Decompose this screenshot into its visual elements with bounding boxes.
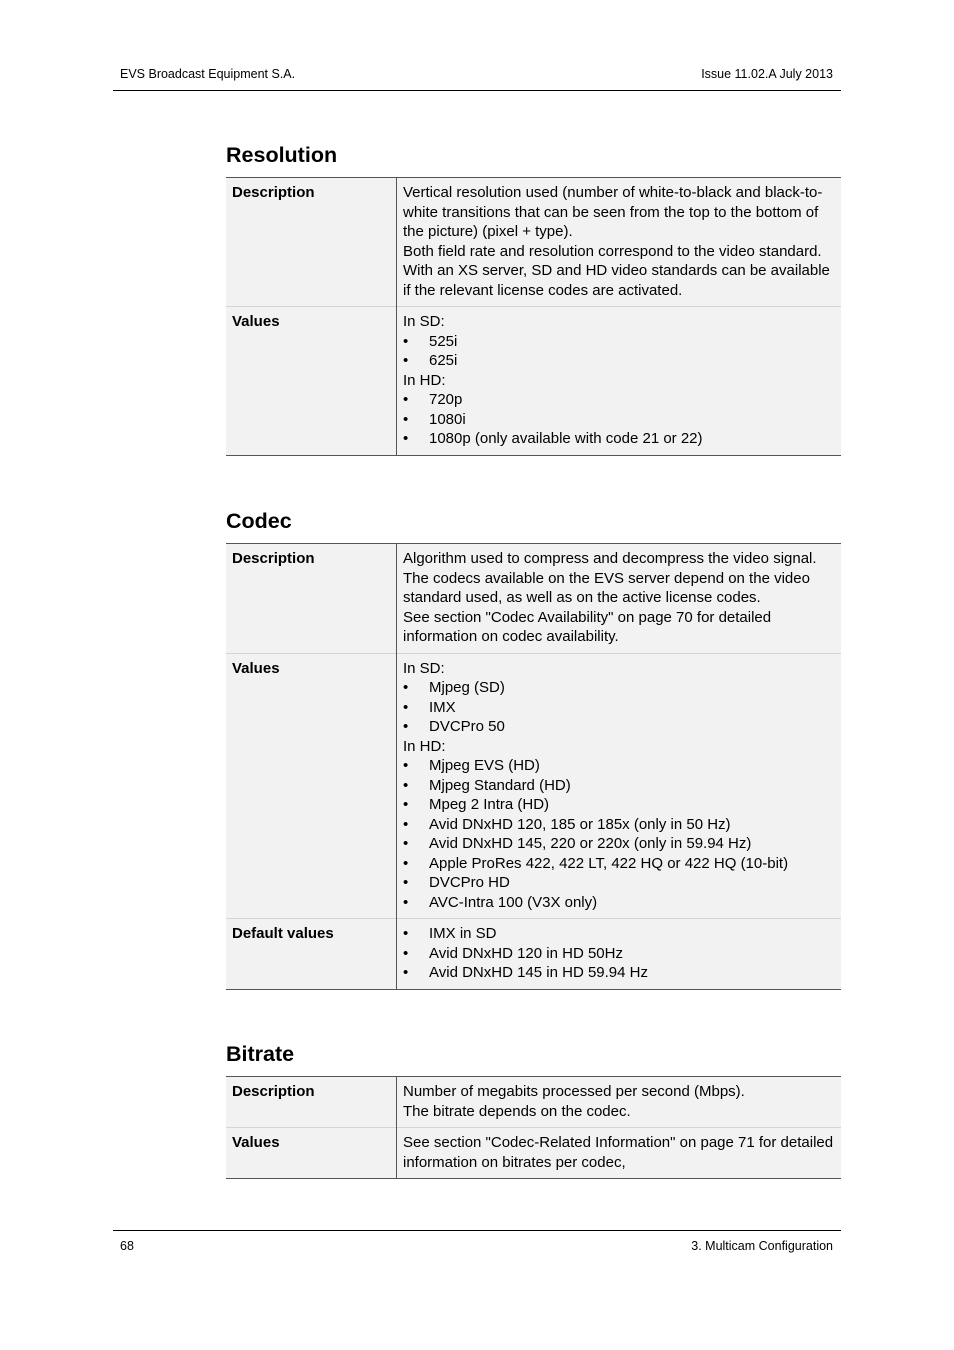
issue-date: Issue 11.02.A July 2013 [701,67,833,81]
group-label: In SD: [403,659,445,677]
row-label: Description [226,1077,397,1128]
company-name: EVS Broadcast Equipment S.A. [120,67,296,81]
section-title-bitrate: Bitrate [226,1042,295,1066]
list-item: • DVCPro HD [403,873,835,893]
list-item: • 525i [403,332,835,352]
group-label: In HD: [403,737,446,755]
description-text: Both field rate and resolution correspond to the video standard. With an XS server, SD and HD video standards can be available if the relevant license codes are activated. [403,242,830,299]
list-item: • Mjpeg (SD) [403,678,835,698]
section-title-codec: Codec [226,509,292,533]
list-item: • Mjpeg Standard (HD) [403,776,835,796]
table-row [226,544,841,654]
row-label: Default values [226,919,397,990]
list-item: • IMX [403,698,835,718]
table-row [226,653,841,919]
codec-section [226,509,841,990]
page-header [113,64,841,91]
description-text: See section "Codec Availability" on page 70 for detailed information on codec availability. [403,608,772,645]
bitrate-table [226,1076,841,1179]
list-item: • Apple ProRes 422, 422 LT, 422 HQ or 422 HQ (10-bit) [403,854,835,874]
bullet-list [403,332,835,371]
list-item: • Avid DNxHD 145, 220 or 220x (only in 59.94 Hz) [403,834,835,854]
table-row [226,919,841,990]
list-item: • Avid DNxHD 120, 185 or 185x (only in 50 Hz) [403,815,835,835]
row-label: Values [226,1128,397,1179]
list-item: • IMX in SD [403,924,835,944]
group-label: In SD: [403,313,445,330]
row-content [397,307,842,456]
list-item: • 1080p (only available with code 21 or 22) [403,429,835,449]
bullet-list [403,756,835,912]
table-row [226,1077,841,1128]
row-label: Description [226,544,397,654]
page-number: 68 [120,1239,134,1253]
row-content [397,1077,842,1128]
bitrate-section [226,1042,841,1179]
row-label: Values [226,653,397,919]
description-text: Vertical resolution used (number of white-to-black and black-to-white transitions that can be seen from the top to the bottom of the picture) (pixel + type). [403,184,823,240]
group-label: In HD: [403,371,446,389]
section-title-resolution: Resolution [226,143,338,167]
description-text: The bitrate depends on the codec. [403,1102,631,1120]
bullet-list [403,678,835,737]
list-item: • 720p [403,390,835,410]
bullet-list [403,924,835,983]
table-row [226,307,841,456]
resolution-section [226,143,841,456]
row-content [397,178,842,307]
list-item: • Avid DNxHD 120 in HD 50Hz [403,944,835,964]
list-item: • Avid DNxHD 145 in HD 59.94 Hz [403,963,835,983]
list-item: • Mjpeg EVS (HD) [403,756,835,776]
table-row [226,178,841,307]
row-content [397,544,842,654]
bullet-list [403,390,835,449]
description-text: Algorithm used to compress and decompress the video signal. The codecs available on the EVS server depend on the video standard used, as well as on the active license codes. [403,550,817,606]
page-footer [113,1230,841,1253]
chapter-title: 3. Multicam Configuration [691,1239,833,1253]
codec-table [226,543,841,990]
row-content [397,653,842,919]
values-text: See section "Codec-Related Information" on page 71 for detailed information on bitrates per codec, [403,1134,834,1171]
list-item: • AVC-Intra 100 (V3X only) [403,893,835,913]
list-item: • 625i [403,351,835,371]
table-row [226,1128,841,1179]
row-content [397,1128,842,1179]
description-text: Number of megabits processed per second (Mbps). [403,1083,745,1100]
row-content [397,919,842,990]
list-item: • Mpeg 2 Intra (HD) [403,795,835,815]
row-label: Description [226,178,397,307]
list-item: • 1080i [403,410,835,430]
resolution-table [226,177,841,456]
row-label: Values [226,307,397,456]
list-item: • DVCPro 50 [403,717,835,737]
